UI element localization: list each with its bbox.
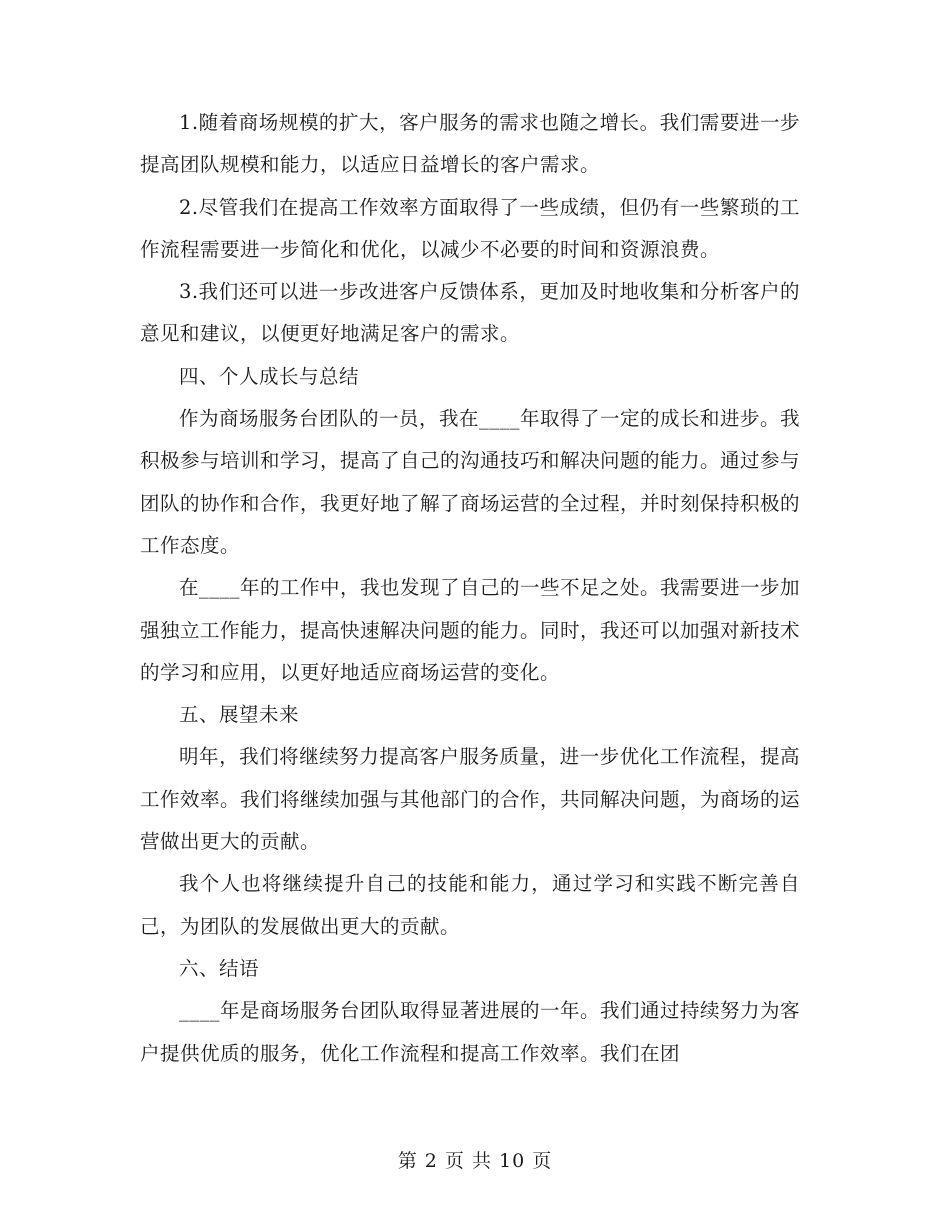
paragraph-item-2: 2.尽管我们在提高工作效率方面取得了一些成绩，但仍有一些繁琐的工作流程需要进一步简化和优化，以减少不必要的时间和资源浪费。 xyxy=(140,195,800,261)
paragraph-item-3: 3.我们还可以进一步改进客户反馈体系，更加及时地收集和分析客户的意见和建议，以便更好地满足客户的需求。 xyxy=(140,280,800,346)
section-heading-outlook: 五、展望未来 xyxy=(179,703,300,727)
page-footer-number: 第 2 页 共 10 页 xyxy=(397,1150,553,1172)
paragraph-personal-growth-1: 作为商场服务台团队的一员，我在____年取得了一定的成长和进步。我积极参与培训和学习，提高了自己的沟通技巧和解决问题的能力。通过参与团队的协作和合作，我更好地了解了商场运营的全过程，并时刻保持积极的工作态度。 xyxy=(140,407,801,557)
document-body xyxy=(140,102,800,1075)
paragraph-outlook-1: 明年，我们将继续努力提高客户服务质量，进一步优化工作流程，提高工作效率。我们将继续加强与其他部门的合作，共同解决问题，为商场的运营做出更大的贡献。 xyxy=(140,745,801,854)
paragraph-conclusion-1: ____年是商场服务台团队取得显著进展的一年。我们通过持续努力为客户提供优质的服务，优化工作流程和提高工作效率。我们在团 xyxy=(140,999,801,1065)
section-heading-personal-growth: 四、个人成长与总结 xyxy=(179,364,360,388)
paragraph-item-1: 1.随着商场规模的扩大，客户服务的需求也随之增长。我们需要进一步提高团队规模和能力，以适应日益增长的客户需求。 xyxy=(140,111,800,177)
paragraph-outlook-2: 我个人也将继续提升自己的技能和能力，通过学习和实践不断完善自己，为团队的发展做出更大的贡献。 xyxy=(140,872,800,938)
section-heading-conclusion: 六、结语 xyxy=(179,956,260,980)
paragraph-personal-growth-2: 在____年的工作中，我也发现了自己的一些不足之处。我需要进一步加强独立工作能力，提高快速解决问题的能力。同时，我还可以加强对新技术的学习和应用，以更好地适应商场运营的变化。 xyxy=(140,576,801,684)
